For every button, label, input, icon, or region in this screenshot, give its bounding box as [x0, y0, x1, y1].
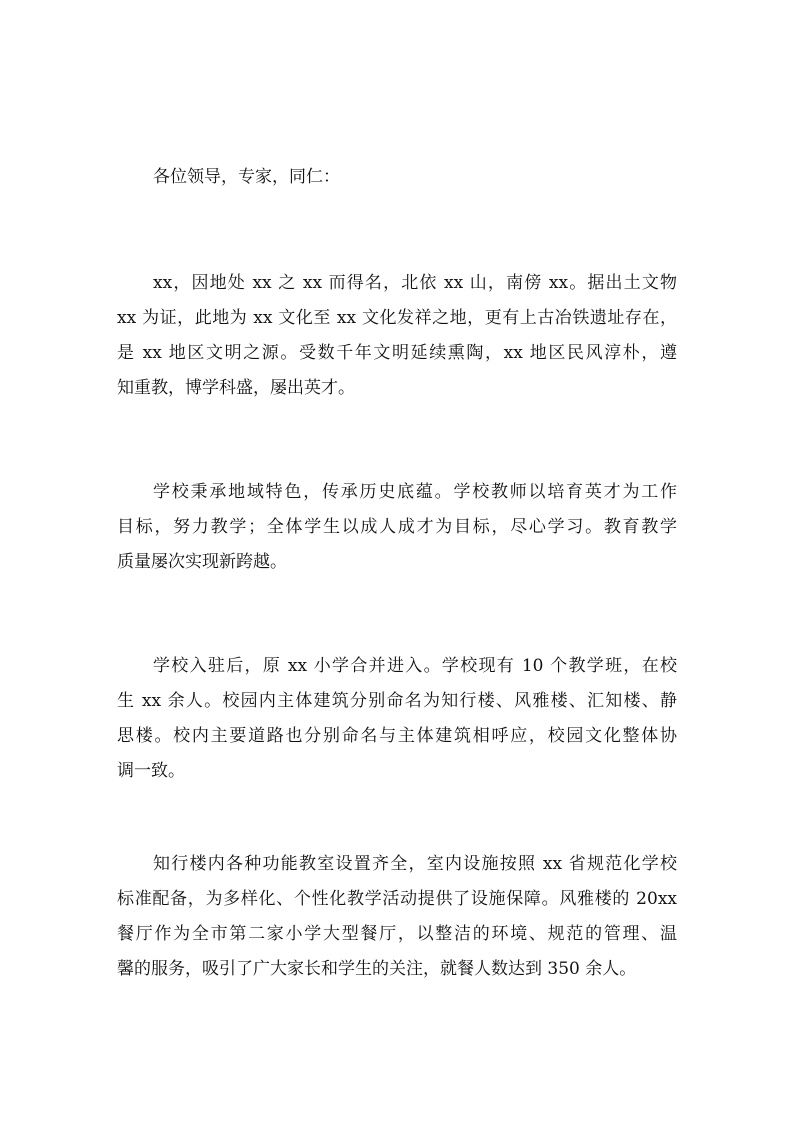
- text-line: xx 为证，此地为 xx 文化至 xx 文化发祥之地，更有上古冶铁遗址存在，: [117, 308, 677, 328]
- text-line: 学校入驻后，原 xx 小学合并进入。学校现有 10 个教学班，在校: [153, 656, 677, 676]
- paragraph-history: [117, 266, 677, 406]
- paragraph-facilities: [117, 847, 677, 987]
- text-line: 调一致。: [117, 761, 185, 781]
- text-line: 生 xx 余人。校园内主体建筑分别命名为知行楼、风雅楼、汇知楼、静: [117, 691, 677, 711]
- text-line: 目标，努力教学；全体学生以成人成才为目标，尽心学习。教育教学: [117, 517, 677, 537]
- greeting: 各位领导，专家，同仁：: [153, 167, 340, 187]
- paragraph-campus: [117, 649, 677, 789]
- text-line: 知重教，博学科盛，屡出英才。: [117, 378, 355, 398]
- text-line: 思楼。校内主要道路也分别命名与主体建筑相呼应，校园文化整体协: [117, 726, 677, 746]
- text-line: 质量屡次实现新跨越。: [117, 552, 287, 572]
- text-line: 馨的服务，吸引了广大家长和学生的关注，就餐人数达到 350 余人。: [117, 959, 637, 979]
- text-line: 餐厅作为全市第二家小学大型餐厅，以整洁的环境、规范的管理、温: [117, 924, 677, 944]
- text-line: xx，因地处 xx 之 xx 而得名，北依 xx 山，南傍 xx。据出土文物: [153, 273, 677, 293]
- text-line: 是 xx 地区文明之源。受数千年文明延续熏陶，xx 地区民风淳朴，遵: [117, 343, 677, 363]
- text-line: 学校秉承地域特色，传承历史底蕴。学校教师以培育英才为工作: [153, 482, 677, 502]
- text-line: 标准配备，为多样化、个性化教学活动提供了设施保障。风雅楼的 20xx: [117, 889, 677, 909]
- paragraph-tradition: [117, 475, 677, 580]
- text-line: 知行楼内各种功能教室设置齐全，室内设施按照 xx 省规范化学校: [153, 854, 677, 874]
